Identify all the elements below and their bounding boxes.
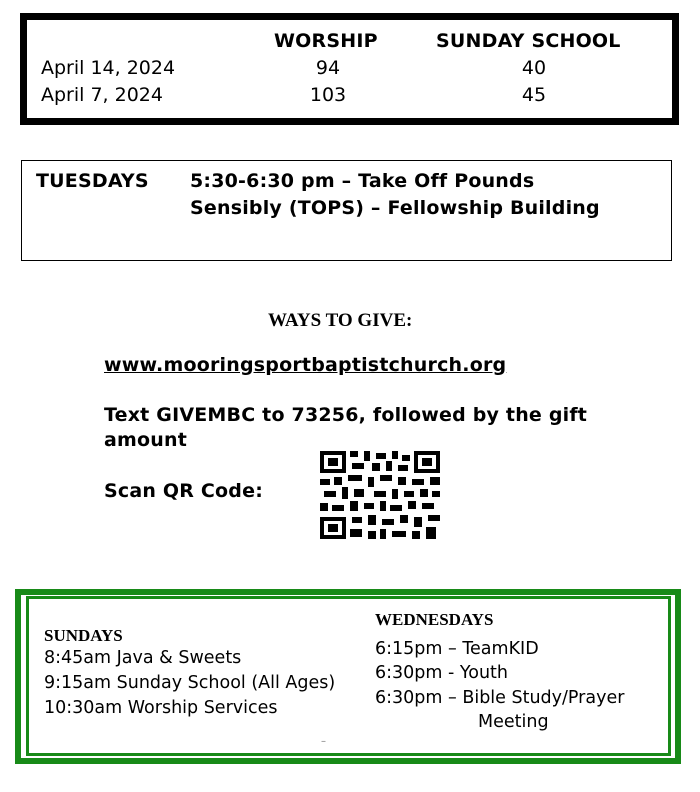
text-to-give-line1: Text GIVEMBC to 73256, followed by the gift	[104, 404, 588, 426]
qr-label: Scan QR Code:	[104, 480, 263, 502]
worship-header: WORSHIP	[274, 30, 378, 52]
attendance-sunday-school: 40	[521, 57, 547, 79]
wednesday-item: 6:30pm – Bible Study/Prayer	[375, 688, 625, 708]
sunday-item: 10:30am Worship Services	[44, 698, 278, 718]
attendance-date: April 14, 2024	[41, 57, 176, 79]
tuesday-day: TUESDAYS	[36, 170, 149, 192]
sundays-heading: SUNDAYS	[44, 626, 123, 645]
attendance-worship: 94	[315, 57, 341, 79]
sunday-school-header: SUNDAY SCHOOL	[436, 30, 621, 52]
text-to-give-line2: amount	[104, 429, 188, 451]
footer-mark: –	[321, 736, 326, 747]
tuesday-event-line1: 5:30-6:30 pm – Take Off Pounds	[190, 170, 535, 192]
wednesday-item-continuation: Meeting	[478, 712, 549, 732]
sunday-item: 8:45am Java & Sweets	[44, 648, 242, 668]
sunday-item: 9:15am Sunday School (All Ages)	[44, 673, 336, 693]
qr-code-icon[interactable]	[318, 449, 442, 541]
wednesday-item: 6:15pm – TeamKID	[375, 639, 539, 659]
attendance-worship: 103	[309, 84, 347, 106]
wednesday-item: 6:30pm - Youth	[375, 663, 509, 683]
attendance-date: April 7, 2024	[41, 84, 163, 106]
wednesdays-heading: WEDNESDAYS	[375, 610, 494, 629]
website-link[interactable]: www.mooringsportbaptistchurch.org	[104, 354, 507, 376]
ways-to-give-title: WAYS TO GIVE:	[268, 310, 413, 331]
tuesday-event-line2: Sensibly (TOPS) – Fellowship Building	[190, 197, 600, 219]
attendance-sunday-school: 45	[521, 84, 547, 106]
